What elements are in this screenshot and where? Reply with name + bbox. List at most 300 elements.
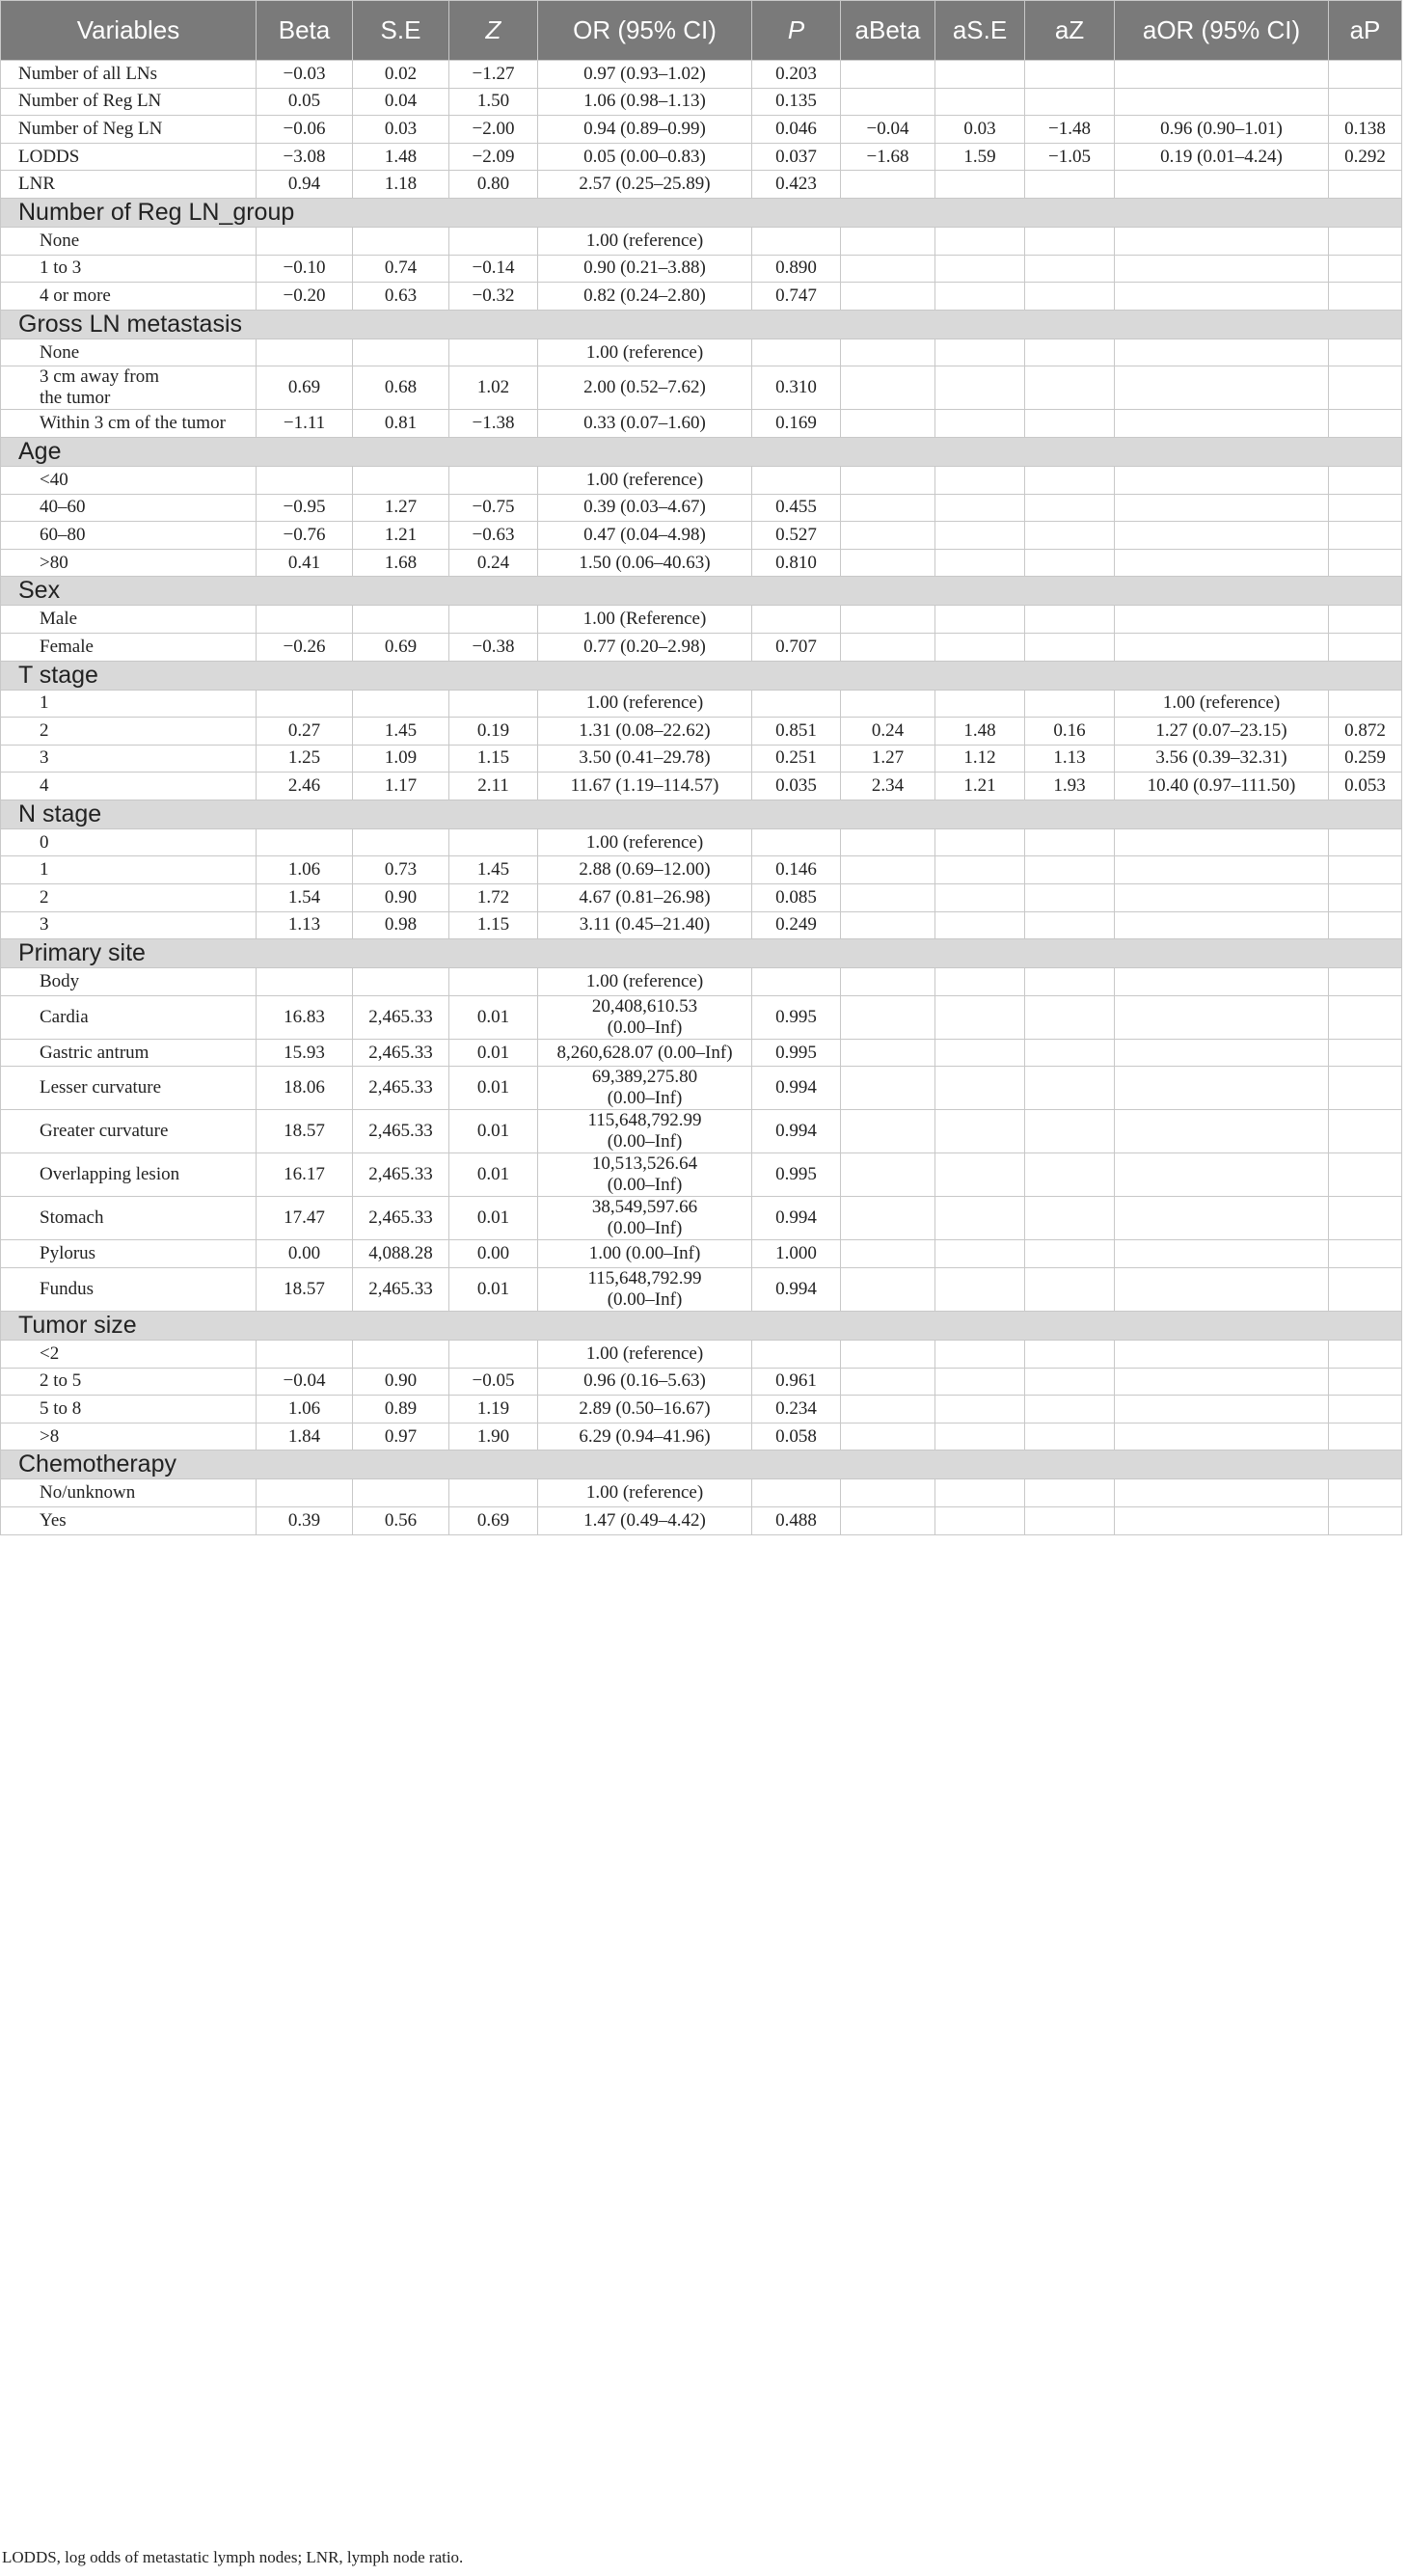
value-cell: 1.48 (353, 143, 449, 171)
section-label: N stage (1, 800, 1402, 828)
value-cell: 0.035 (752, 773, 841, 800)
value-cell: 0.00 (449, 1240, 538, 1268)
value-cell: 1.02 (449, 366, 538, 410)
value-cell (1329, 366, 1402, 410)
section-label: Sex (1, 577, 1402, 606)
value-cell (1025, 1507, 1115, 1535)
header-row (1, 1, 1402, 61)
variable-cell: <2 (1, 1341, 257, 1369)
value-cell: 0.24 (449, 549, 538, 577)
value-cell: 0.94 (257, 171, 353, 199)
value-cell (841, 1268, 935, 1312)
table-row (1, 1067, 1402, 1110)
value-cell (752, 968, 841, 996)
value-cell (935, 1153, 1025, 1197)
table-row (1, 88, 1402, 116)
value-cell (1115, 522, 1329, 550)
value-cell (1025, 1067, 1115, 1110)
value-cell: 115,648,792.99 (0.00–Inf) (538, 1268, 752, 1312)
header-aor: aOR (95% CI) (1115, 1, 1329, 61)
value-cell (841, 1396, 935, 1424)
value-cell: 0.527 (752, 522, 841, 550)
value-cell (1329, 88, 1402, 116)
value-cell (841, 1039, 935, 1067)
value-cell: 0.73 (353, 856, 449, 884)
value-cell: 1.90 (449, 1423, 538, 1451)
value-cell (1025, 1240, 1115, 1268)
value-cell (1025, 1396, 1115, 1424)
table-row (1, 1268, 1402, 1312)
value-cell (1115, 1507, 1329, 1535)
value-cell: 2,465.33 (353, 1067, 449, 1110)
value-cell: 1.00 (reference) (538, 968, 752, 996)
table-row (1, 339, 1402, 366)
value-cell (1329, 1240, 1402, 1268)
value-cell: −0.75 (449, 494, 538, 522)
variable-cell: Cardia (1, 995, 257, 1039)
value-cell: 0.169 (752, 410, 841, 438)
value-cell: −0.26 (257, 633, 353, 661)
value-cell (1329, 1368, 1402, 1396)
value-cell (1329, 549, 1402, 577)
value-cell (1115, 1153, 1329, 1197)
table-row (1, 116, 1402, 144)
value-cell (1115, 339, 1329, 366)
value-cell: −1.68 (841, 143, 935, 171)
value-cell (1329, 606, 1402, 634)
table-row (1, 1423, 1402, 1451)
value-cell (935, 466, 1025, 494)
value-cell: −0.04 (257, 1368, 353, 1396)
value-cell (353, 227, 449, 255)
value-cell (1115, 1396, 1329, 1424)
value-cell: 2,465.33 (353, 1153, 449, 1197)
value-cell (1025, 227, 1115, 255)
value-cell (1115, 911, 1329, 939)
value-cell: 0.249 (752, 911, 841, 939)
value-cell: 1.45 (353, 718, 449, 746)
value-cell: 1.00 (reference) (538, 690, 752, 718)
header-ap: aP (1329, 1, 1402, 61)
value-cell: 0.96 (0.16–5.63) (538, 1368, 752, 1396)
value-cell: 0.24 (841, 718, 935, 746)
variable-cell: Overlapping lesion (1, 1153, 257, 1197)
value-cell: 0.69 (353, 633, 449, 661)
value-cell (1115, 884, 1329, 912)
value-cell (841, 366, 935, 410)
value-cell: 1.19 (449, 1396, 538, 1424)
value-cell: 0.90 (353, 1368, 449, 1396)
value-cell (1025, 690, 1115, 718)
value-cell: 0.203 (752, 61, 841, 89)
value-cell (257, 828, 353, 856)
value-cell: 1.00 (reference) (538, 227, 752, 255)
table-row (1, 911, 1402, 939)
value-cell: 0.97 (0.93–1.02) (538, 61, 752, 89)
value-cell (1115, 494, 1329, 522)
value-cell (1329, 884, 1402, 912)
value-cell (841, 911, 935, 939)
value-cell: 1.00 (0.00–Inf) (538, 1240, 752, 1268)
variable-cell: 0 (1, 828, 257, 856)
value-cell (1329, 522, 1402, 550)
value-cell (1329, 1479, 1402, 1507)
value-cell (1025, 828, 1115, 856)
value-cell (841, 968, 935, 996)
value-cell (449, 227, 538, 255)
value-cell (935, 690, 1025, 718)
variable-cell: 3 (1, 745, 257, 773)
value-cell (841, 227, 935, 255)
value-cell (1115, 88, 1329, 116)
value-cell: 0.046 (752, 116, 841, 144)
value-cell: −0.10 (257, 255, 353, 283)
variable-cell: 3 (1, 911, 257, 939)
variable-cell: None (1, 339, 257, 366)
value-cell (841, 1368, 935, 1396)
value-cell (1025, 366, 1115, 410)
value-cell: 2.88 (0.69–12.00) (538, 856, 752, 884)
value-cell (1329, 1507, 1402, 1535)
table-row (1, 1396, 1402, 1424)
value-cell: 0.251 (752, 745, 841, 773)
section-label: Tumor size (1, 1312, 1402, 1341)
value-cell (449, 466, 538, 494)
value-cell (1329, 1423, 1402, 1451)
value-cell: −0.06 (257, 116, 353, 144)
value-cell (935, 884, 1025, 912)
variable-cell: 4 or more (1, 283, 257, 311)
value-cell: 1.27 (841, 745, 935, 773)
value-cell (1025, 1368, 1115, 1396)
value-cell: 0.33 (0.07–1.60) (538, 410, 752, 438)
value-cell: 0.292 (1329, 143, 1402, 171)
value-cell (1115, 856, 1329, 884)
table-footnote: LODDS, log odds of metastatic lymph nodes; LNR, lymph node ratio. (2, 2548, 464, 2566)
table-row (1, 745, 1402, 773)
value-cell (257, 606, 353, 634)
value-cell (1025, 1039, 1115, 1067)
header-abeta: aBeta (841, 1, 935, 61)
value-cell: 18.57 (257, 1110, 353, 1153)
value-cell (449, 1341, 538, 1369)
value-cell (1115, 227, 1329, 255)
value-cell (1025, 1110, 1115, 1153)
value-cell: 0.310 (752, 366, 841, 410)
value-cell: 0.94 (0.89–0.99) (538, 116, 752, 144)
value-cell (257, 466, 353, 494)
value-cell (1025, 88, 1115, 116)
value-cell: 15.93 (257, 1039, 353, 1067)
value-cell: −3.08 (257, 143, 353, 171)
value-cell: 0.135 (752, 88, 841, 116)
value-cell: 0.995 (752, 995, 841, 1039)
value-cell: 0.96 (0.90–1.01) (1115, 116, 1329, 144)
value-cell: 2,465.33 (353, 1039, 449, 1067)
section-label: Chemotherapy (1, 1451, 1402, 1479)
section-label: Gross LN metastasis (1, 310, 1402, 339)
value-cell (935, 1067, 1025, 1110)
table-row (1, 143, 1402, 171)
value-cell: 0.747 (752, 283, 841, 311)
value-cell (1115, 606, 1329, 634)
value-cell (935, 171, 1025, 199)
table-row (1, 718, 1402, 746)
value-cell (841, 995, 935, 1039)
value-cell (449, 1479, 538, 1507)
table-row (1, 522, 1402, 550)
section-label: Primary site (1, 939, 1402, 968)
variable-cell: 1 (1, 690, 257, 718)
value-cell: 0.995 (752, 1153, 841, 1197)
value-cell: 1.13 (1025, 745, 1115, 773)
value-cell: 0.03 (353, 116, 449, 144)
value-cell: 0.058 (752, 1423, 841, 1451)
value-cell: −1.05 (1025, 143, 1115, 171)
value-cell (841, 856, 935, 884)
value-cell (841, 633, 935, 661)
value-cell (752, 466, 841, 494)
value-cell (1115, 1368, 1329, 1396)
value-cell: −1.27 (449, 61, 538, 89)
table-row (1, 1240, 1402, 1268)
header-se: S.E (353, 1, 449, 61)
value-cell (841, 88, 935, 116)
value-cell: 0.053 (1329, 773, 1402, 800)
value-cell (1025, 339, 1115, 366)
table-row (1, 283, 1402, 311)
value-cell (841, 1423, 935, 1451)
value-cell (1115, 968, 1329, 996)
value-cell: 0.259 (1329, 745, 1402, 773)
value-cell: 69,389,275.80 (0.00–Inf) (538, 1067, 752, 1110)
value-cell (841, 690, 935, 718)
variable-cell: 60–80 (1, 522, 257, 550)
value-cell: −1.48 (1025, 116, 1115, 144)
value-cell: 0.234 (752, 1396, 841, 1424)
value-cell: −0.38 (449, 633, 538, 661)
value-cell (353, 1479, 449, 1507)
value-cell: 1.54 (257, 884, 353, 912)
value-cell (1115, 410, 1329, 438)
value-cell (841, 1341, 935, 1369)
variable-cell: None (1, 227, 257, 255)
variable-cell: Number of Reg LN (1, 88, 257, 116)
value-cell (1025, 1268, 1115, 1312)
table-row (1, 366, 1402, 410)
value-cell: −0.04 (841, 116, 935, 144)
value-cell (935, 968, 1025, 996)
section-row (1, 310, 1402, 339)
table-row (1, 1341, 1402, 1369)
value-cell (935, 1341, 1025, 1369)
value-cell: 0.03 (935, 116, 1025, 144)
value-cell: 10,513,526.64 (0.00–Inf) (538, 1153, 752, 1197)
variable-cell: Fundus (1, 1268, 257, 1312)
value-cell (1025, 884, 1115, 912)
table-row (1, 995, 1402, 1039)
value-cell: 0.90 (0.21–3.88) (538, 255, 752, 283)
value-cell (1115, 1039, 1329, 1067)
value-cell: 0.39 (257, 1507, 353, 1535)
variable-cell: 3 cm away from the tumor (1, 366, 257, 410)
variable-cell: Stomach (1, 1197, 257, 1240)
value-cell (841, 522, 935, 550)
table-row (1, 1039, 1402, 1067)
table-row (1, 856, 1402, 884)
value-cell (1329, 61, 1402, 89)
value-cell: 2,465.33 (353, 1268, 449, 1312)
table-body (1, 61, 1402, 1535)
value-cell: 0.19 (0.01–4.24) (1115, 143, 1329, 171)
value-cell (841, 410, 935, 438)
value-cell: 0.994 (752, 1067, 841, 1110)
value-cell: 0.872 (1329, 718, 1402, 746)
value-cell (1329, 410, 1402, 438)
table-row (1, 171, 1402, 199)
value-cell: 1.000 (752, 1240, 841, 1268)
value-cell: 0.01 (449, 995, 538, 1039)
value-cell (752, 606, 841, 634)
table-row (1, 884, 1402, 912)
variable-cell: Lesser curvature (1, 1067, 257, 1110)
value-cell (935, 1368, 1025, 1396)
value-cell: 1.18 (353, 171, 449, 199)
value-cell: 3.50 (0.41–29.78) (538, 745, 752, 773)
value-cell: 0.707 (752, 633, 841, 661)
section-label: Age (1, 437, 1402, 466)
value-cell (841, 255, 935, 283)
value-cell (1329, 494, 1402, 522)
table-row (1, 410, 1402, 438)
value-cell (935, 828, 1025, 856)
table-row (1, 494, 1402, 522)
value-cell (935, 1507, 1025, 1535)
variable-cell: Female (1, 633, 257, 661)
table-row (1, 1197, 1402, 1240)
value-cell (1025, 606, 1115, 634)
value-cell: 0.994 (752, 1268, 841, 1312)
table-row (1, 1507, 1402, 1535)
value-cell (752, 1341, 841, 1369)
value-cell: 1.00 (reference) (538, 339, 752, 366)
value-cell: 2,465.33 (353, 995, 449, 1039)
value-cell: 1.27 (353, 494, 449, 522)
value-cell (752, 339, 841, 366)
value-cell (1025, 856, 1115, 884)
value-cell: 1.21 (353, 522, 449, 550)
value-cell (353, 690, 449, 718)
value-cell: 1.06 (257, 856, 353, 884)
value-cell (1025, 968, 1115, 996)
value-cell (841, 1110, 935, 1153)
variable-cell: Body (1, 968, 257, 996)
value-cell: 0.01 (449, 1268, 538, 1312)
variable-cell: 4 (1, 773, 257, 800)
value-cell (1115, 1268, 1329, 1312)
value-cell: 1.06 (257, 1396, 353, 1424)
value-cell (841, 466, 935, 494)
variable-cell: Number of Neg LN (1, 116, 257, 144)
value-cell (449, 339, 538, 366)
value-cell: 1.45 (449, 856, 538, 884)
value-cell: 18.06 (257, 1067, 353, 1110)
value-cell (935, 911, 1025, 939)
value-cell: −0.76 (257, 522, 353, 550)
value-cell: 2,465.33 (353, 1197, 449, 1240)
section-row (1, 661, 1402, 690)
value-cell (935, 61, 1025, 89)
value-cell: 0.488 (752, 1507, 841, 1535)
value-cell: 1.13 (257, 911, 353, 939)
value-cell: 0.00 (257, 1240, 353, 1268)
value-cell (1025, 522, 1115, 550)
variable-cell: >80 (1, 549, 257, 577)
value-cell (1329, 1396, 1402, 1424)
variable-cell: 2 (1, 884, 257, 912)
table-row (1, 633, 1402, 661)
value-cell (841, 884, 935, 912)
table-row (1, 828, 1402, 856)
value-cell (1329, 1197, 1402, 1240)
value-cell (257, 1341, 353, 1369)
value-cell (935, 494, 1025, 522)
value-cell (1329, 690, 1402, 718)
value-cell: 0.423 (752, 171, 841, 199)
value-cell (935, 283, 1025, 311)
value-cell: 1.50 (0.06–40.63) (538, 549, 752, 577)
value-cell: −1.11 (257, 410, 353, 438)
value-cell: 10.40 (0.97–111.50) (1115, 773, 1329, 800)
value-cell (1115, 171, 1329, 199)
value-cell (752, 227, 841, 255)
value-cell: −0.20 (257, 283, 353, 311)
value-cell: 0.90 (353, 884, 449, 912)
header-beta: Beta (257, 1, 353, 61)
value-cell: 0.01 (449, 1067, 538, 1110)
value-cell: 0.39 (0.03–4.67) (538, 494, 752, 522)
value-cell (935, 522, 1025, 550)
variable-cell: LODDS (1, 143, 257, 171)
value-cell (1329, 255, 1402, 283)
value-cell (1329, 339, 1402, 366)
value-cell (1115, 1110, 1329, 1153)
table-row (1, 1153, 1402, 1197)
value-cell (257, 1479, 353, 1507)
value-cell: −2.00 (449, 116, 538, 144)
value-cell (1115, 1479, 1329, 1507)
value-cell: −0.03 (257, 61, 353, 89)
value-cell (841, 828, 935, 856)
value-cell: 1.00 (reference) (538, 1479, 752, 1507)
value-cell: 3.56 (0.39–32.31) (1115, 745, 1329, 773)
value-cell: 2.46 (257, 773, 353, 800)
value-cell (841, 1067, 935, 1110)
value-cell: 1.50 (449, 88, 538, 116)
value-cell: 1.00 (Reference) (538, 606, 752, 634)
value-cell: 0.97 (353, 1423, 449, 1451)
value-cell: 2.11 (449, 773, 538, 800)
table-row (1, 606, 1402, 634)
value-cell: 0.19 (449, 718, 538, 746)
table-row (1, 227, 1402, 255)
header-az: aZ (1025, 1, 1115, 61)
value-cell (257, 690, 353, 718)
value-cell (1025, 1153, 1115, 1197)
value-cell: 1.27 (0.07–23.15) (1115, 718, 1329, 746)
value-cell (935, 1039, 1025, 1067)
value-cell: −1.38 (449, 410, 538, 438)
